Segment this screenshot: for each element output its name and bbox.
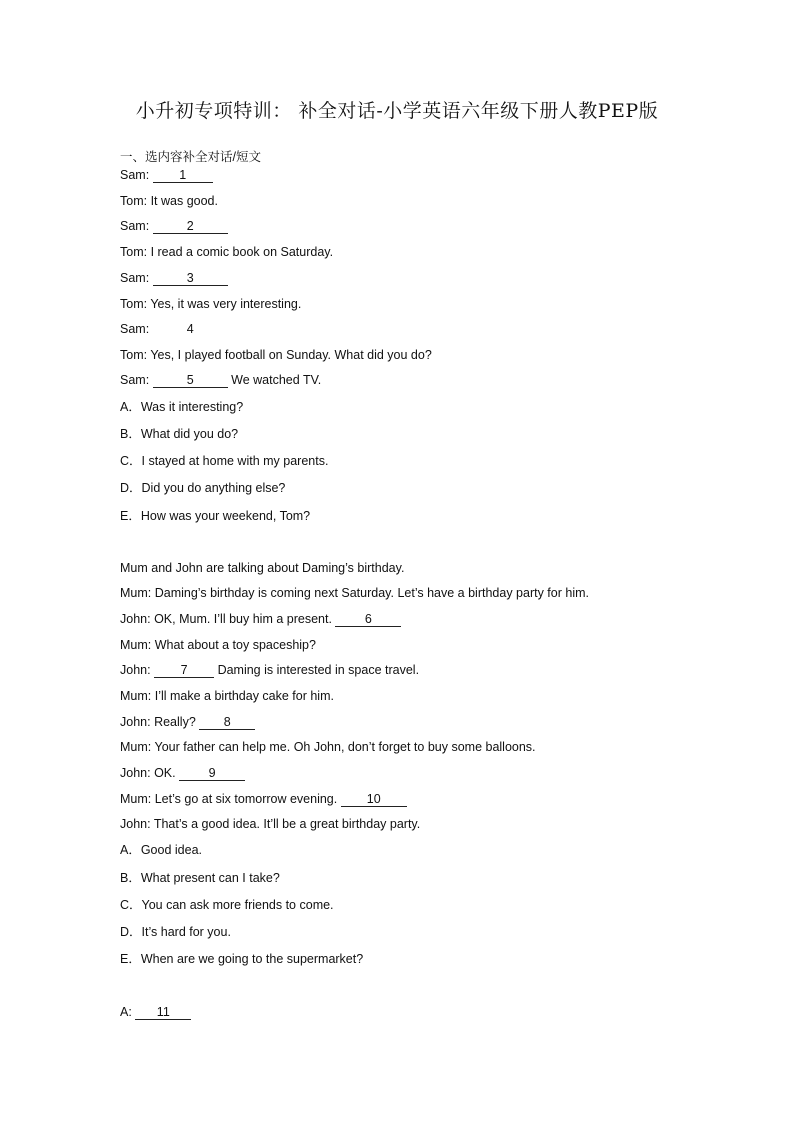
dialogue-text: OK, Mum. I’ll buy him a present. xyxy=(154,612,332,626)
passage-intro: Mum and John are talking about Daming’s birthday. xyxy=(120,561,405,575)
dialogue-line-1 xyxy=(120,167,213,183)
dialogue-line-s2-5 xyxy=(120,688,334,704)
answer-blank-2: 2 xyxy=(153,220,228,234)
dialogue-text: Yes, I played football on Sunday. What did you do? xyxy=(150,348,432,362)
answer-blank-6: 6 xyxy=(335,613,401,627)
speaker: John: xyxy=(120,817,151,831)
dialogue-line-7 xyxy=(120,321,228,337)
speaker: John: xyxy=(120,715,151,729)
dialogue-line-6 xyxy=(120,296,301,312)
speaker: Tom: xyxy=(120,194,148,208)
dialogue-line-s2-8 xyxy=(120,765,245,781)
option-d: D．It’s hard for you. xyxy=(120,925,231,939)
dialogue-line-5 xyxy=(120,270,228,286)
dialogue-line-s2-1 xyxy=(120,585,589,601)
dialogue-text: What about a toy spaceship? xyxy=(154,638,316,652)
answer-blank-8: 8 xyxy=(199,716,255,730)
answer-blank-10: 10 xyxy=(341,793,407,807)
dialogue-text: It was good. xyxy=(150,194,218,208)
option-a: A．Was it interesting? xyxy=(120,400,244,414)
speaker: Sam: xyxy=(120,322,150,336)
speaker: Sam: xyxy=(120,373,150,387)
dialogue-text: We watched TV. xyxy=(231,373,322,387)
speaker: John: xyxy=(120,612,151,626)
speaker: Mum: xyxy=(120,689,152,703)
dialogue-line-s2-10 xyxy=(120,816,420,832)
answer-blank-9: 9 xyxy=(179,767,245,781)
option-b: B．What did you do? xyxy=(120,427,239,441)
dialogue-line-s2-4 xyxy=(120,662,419,678)
option-a: A．Good idea. xyxy=(120,843,202,857)
page-title: 小升初专项特训： 补全对话-小学英语六年级下册人教PEP版 xyxy=(135,100,659,122)
dialogue-line-3 xyxy=(120,218,228,234)
dialogue-line-s2-2 xyxy=(120,611,401,627)
dialogue-line-s3-1 xyxy=(120,1004,191,1020)
option-e: E．When are we going to the supermarket? xyxy=(120,952,364,966)
dialogue-line-s2-6 xyxy=(120,714,255,730)
speaker: A: xyxy=(120,1005,132,1019)
dialogue-line-4 xyxy=(120,244,333,260)
answer-blank-3: 3 xyxy=(153,272,228,286)
speaker: Sam: xyxy=(120,219,150,233)
speaker: John: xyxy=(120,663,151,677)
option-e: E．How was your weekend, Tom? xyxy=(120,509,311,523)
dialogue-text: Yes, it was very interesting. xyxy=(150,297,302,311)
speaker: Tom: xyxy=(120,245,148,259)
option-c: C．I stayed at home with my parents. xyxy=(120,454,329,468)
section-heading: 一、选内容补全对话/短文 xyxy=(120,150,261,164)
speaker: Mum: xyxy=(120,638,152,652)
speaker: Sam: xyxy=(120,271,150,285)
dialogue-text: Let’s go at six tomorrow evening. xyxy=(154,792,338,806)
dialogue-text: That’s a good idea. It’ll be a great birthday party. xyxy=(153,817,421,831)
dialogue-text: Your father can help me. Oh John, don’t forget to buy some balloons. xyxy=(154,740,536,754)
dialogue-line-s2-7 xyxy=(120,739,536,755)
speaker: John: xyxy=(120,766,151,780)
option-b: B．What present can I take? xyxy=(120,871,280,885)
speaker: Mum: xyxy=(120,740,152,754)
dialogue-line-s2-3 xyxy=(120,637,316,653)
dialogue-text: Really? xyxy=(154,715,196,729)
dialogue-text: Daming is interested in space travel. xyxy=(217,663,420,677)
dialogue-line-9 xyxy=(120,372,321,388)
answer-blank-1: 1 xyxy=(153,169,213,183)
option-c: C．You can ask more friends to come. xyxy=(120,898,334,912)
answer-blank-7: 7 xyxy=(154,664,214,678)
speaker: Tom: xyxy=(120,297,148,311)
answer-blank-4: 4 xyxy=(186,322,194,336)
option-d: D．Did you do anything else? xyxy=(120,481,286,495)
answer-blank-11: 11 xyxy=(135,1006,191,1020)
speaker: Tom: xyxy=(120,348,148,362)
dialogue-text: I’ll make a birthday cake for him. xyxy=(154,689,334,703)
speaker: Sam: xyxy=(120,168,150,182)
dialogue-text: Daming’s birthday is coming next Saturday. Let’s have a birthday party for him. xyxy=(154,586,589,600)
dialogue-line-s2-9 xyxy=(120,791,407,807)
dialogue-text: I read a comic book on Saturday. xyxy=(150,245,334,259)
answer-blank-5: 5 xyxy=(153,374,228,388)
dialogue-text: OK. xyxy=(154,766,176,780)
dialogue-line-2 xyxy=(120,193,218,209)
dialogue-line-8 xyxy=(120,347,432,363)
speaker: Mum: xyxy=(120,586,152,600)
speaker: Mum: xyxy=(120,792,152,806)
